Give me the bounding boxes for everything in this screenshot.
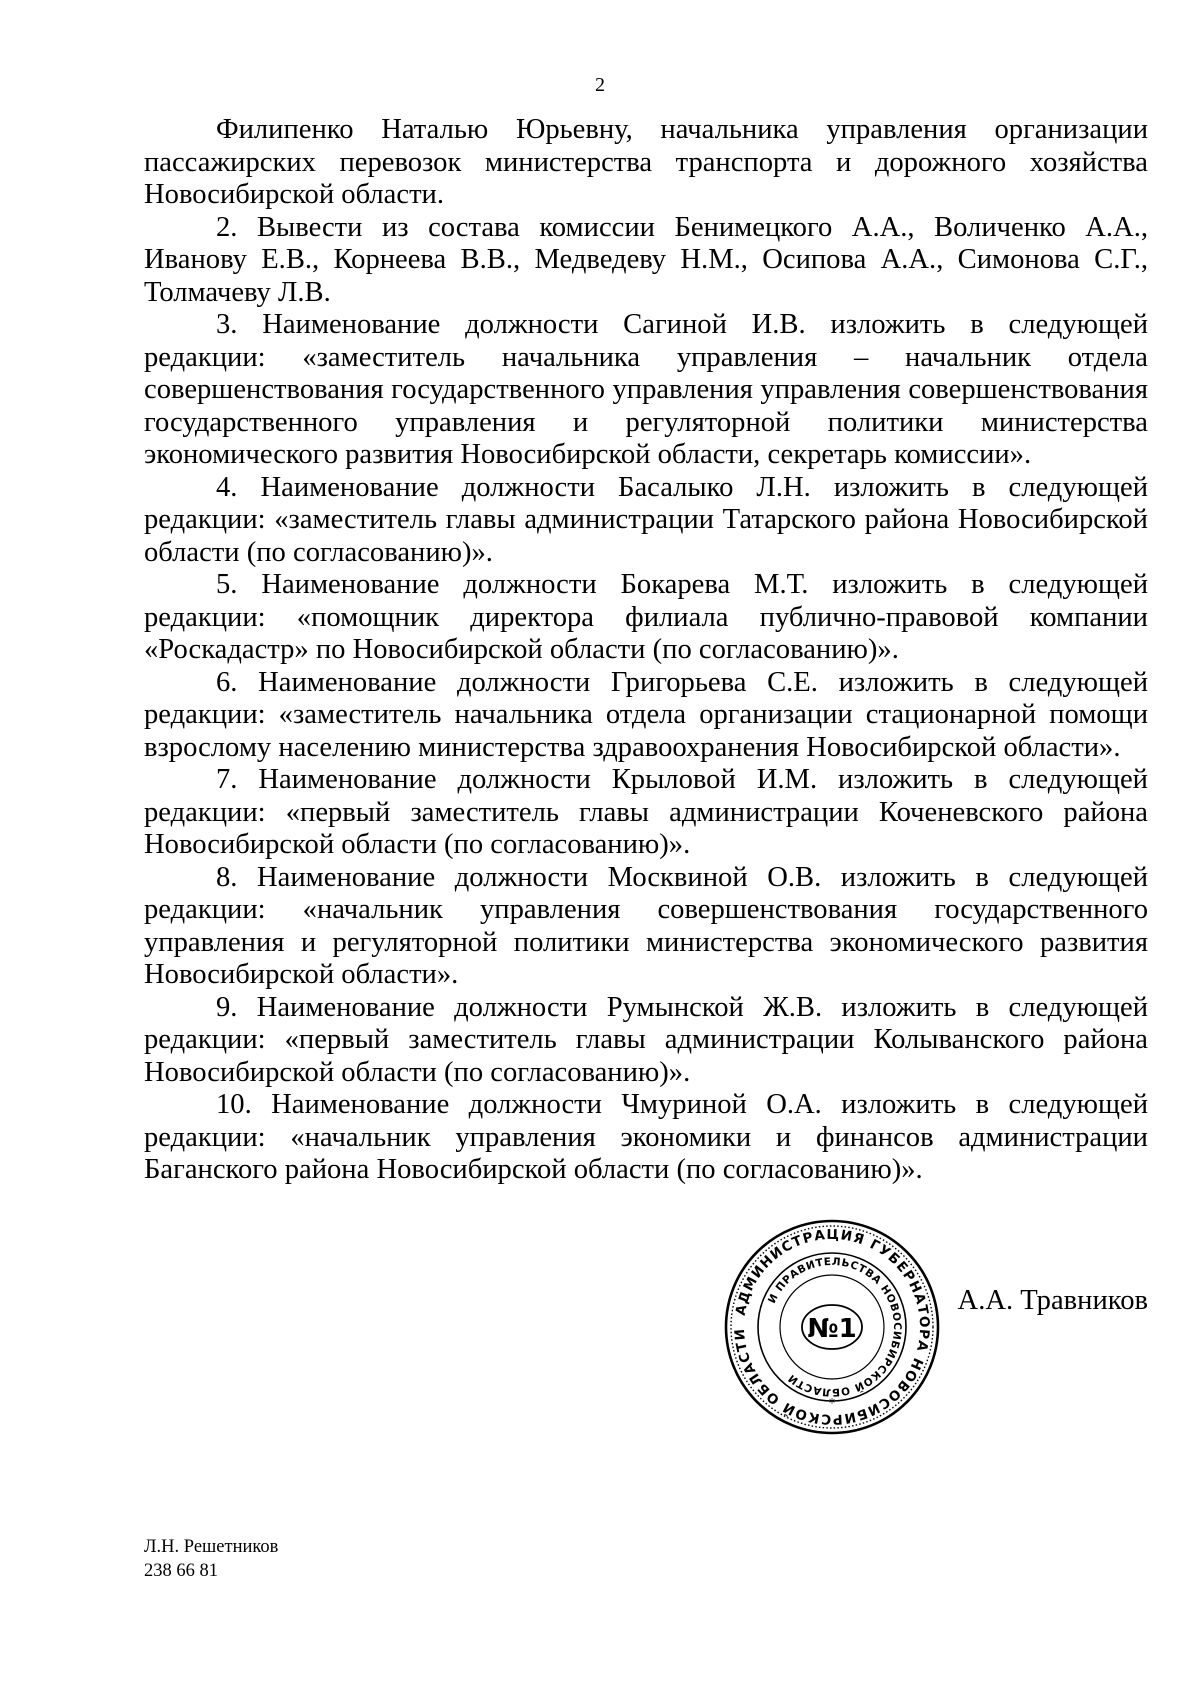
seal-number: №1 xyxy=(807,1314,857,1344)
paragraph: 8. Наименование должности Москвиной О.В. изложить в следующей редакции: «начальник управления совершенствования государственного управления и регуляторной политики министерства экономического развития Новосибирской области». xyxy=(144,861,1148,990)
page-number: 2 xyxy=(595,74,605,96)
seal-inner-text: И ПРАВИТЕЛЬСТВА НОВОСИБИРСКОЙ ОБЛАСТИ xyxy=(766,1255,904,1399)
paragraph: 2. Вывести из состава комиссии Бенимецкого А.А., Воличенко А.А., Иванову Е.В., Корнеева В.В., Медведеву Н.М., Осипова А.А., Симонова С.Г., Толмачеву Л.В. xyxy=(144,211,1148,308)
paragraph: 5. Наименование должности Бокарева М.Т. изложить в следующей редакции: «помощник директора филиала публично-правовой компании «Роскадастр» по Новосибирской области (по согласованию)». xyxy=(144,569,1148,665)
seal-outer-text: АДМИНИСТРАЦИЯ ГУБЕРНАТОРА НОВОСИБИРСКОЙ ОБЛАСТИ xyxy=(731,1226,933,1428)
paragraph: 6. Наименование должности Григорьева С.Е. изложить в следующей редакции: «заместитель начальника отдела организации стационарной помощи взрослому населению министерства здравоохранения Новосибирской области». xyxy=(144,666,1148,763)
executor-info xyxy=(144,1535,278,1583)
signer-name: А.А. Травников xyxy=(957,1285,1148,1316)
executor-phone: 238 66 81 xyxy=(144,1561,218,1581)
paragraph: 4. Наименование должности Басалыко Л.Н. изложить в следующей редакции: «заместитель главы администрации Татарского района Новосибирской области (по согласованию)». xyxy=(144,471,1148,568)
official-seal xyxy=(722,1217,942,1437)
seal-star-icon: * xyxy=(829,1396,835,1410)
paragraph: Филипенко Наталью Юрьевну, начальника управления организации пассажирских перевозок министерства транспорта и дорожного хозяйства Новосибирской области. xyxy=(144,114,1148,210)
paragraph: 10. Наименование должности Чмуриной О.А. изложить в следующей редакции: «начальник управления экономики и финансов администрации Баганского района Новосибирской области (по согласованию)». xyxy=(144,1089,1148,1185)
document-body xyxy=(144,114,1148,1187)
paragraph: 3. Наименование должности Сагиной И.В. изложить в следующей редакции: «заместитель начальника управления – начальник отдела совершенствования государственного управления управления совершенствования государственного управления и регуляторной политики министерства экономического развития Новосибирской области, секретарь комиссии». xyxy=(144,309,1148,470)
paragraph: 7. Наименование должности Крыловой И.М. изложить в следующей редакции: «первый заместитель главы администрации Коченевского района Новосибирской области (по согласованию)». xyxy=(144,764,1148,860)
executor-name: Л.Н. Решетников xyxy=(144,1537,279,1557)
paragraph: 9. Наименование должности Румынской Ж.В. изложить в следующей редакции: «первый заместитель главы администрации Колыванского района Новосибирской области (по согласованию)». xyxy=(144,991,1148,1088)
